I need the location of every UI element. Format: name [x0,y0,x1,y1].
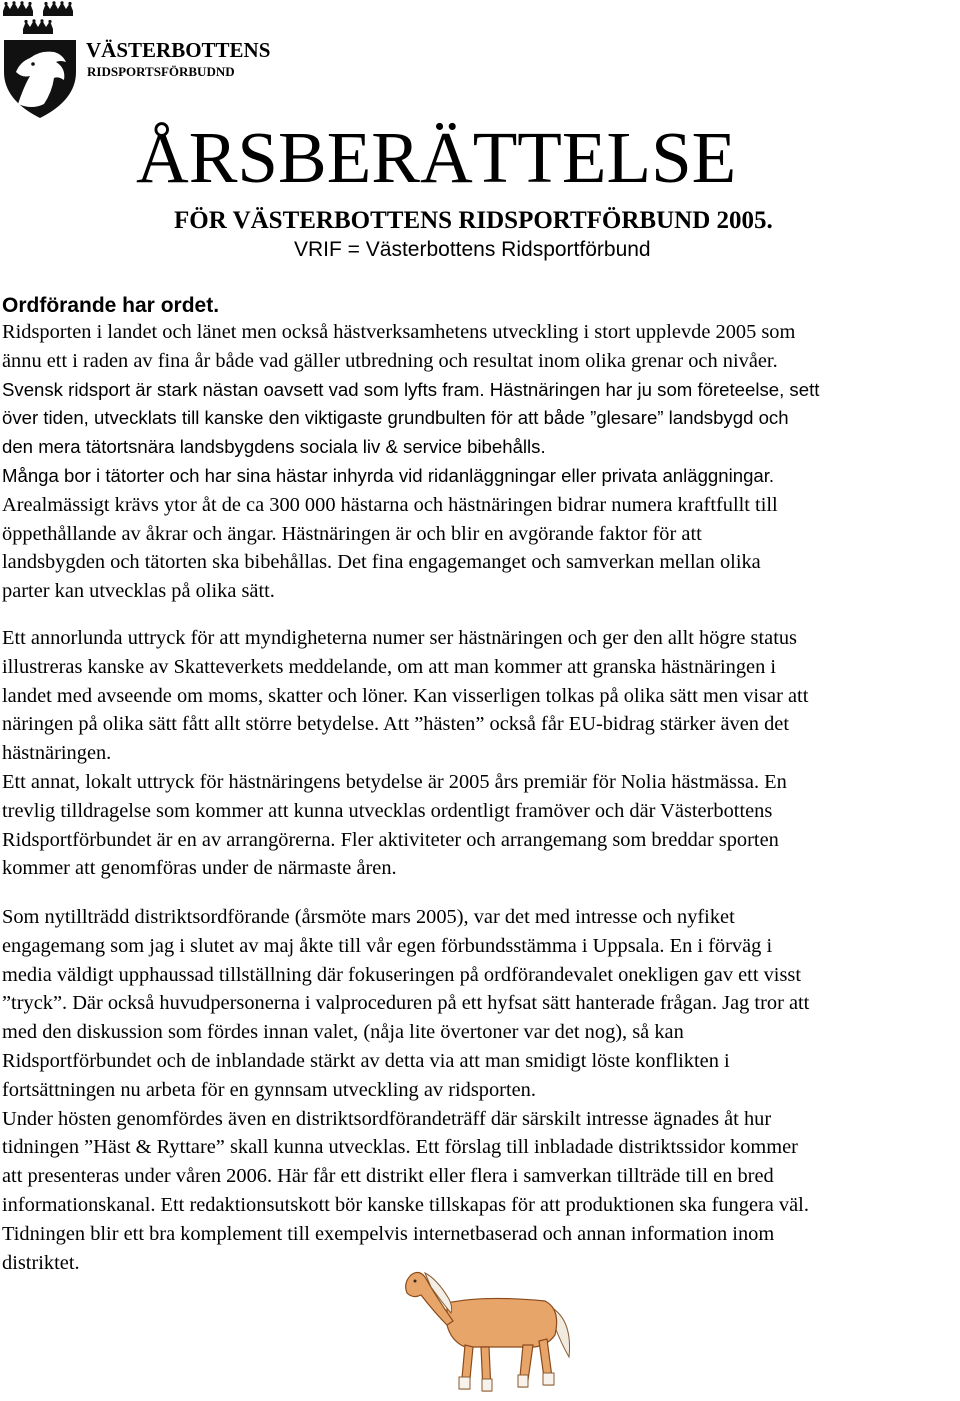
text-line: att presenteras under våren 2006. Här får ett distrikt eller flera i samverkan tillträde till en bred [2,1165,774,1188]
logo-title: VÄSTERBOTTENS [86,38,271,62]
text-line: hästnäringen. [2,742,112,765]
logo-subtitle: RIDSPORTSFÖRBUDND [87,64,235,79]
text-span: Svensk ridsport är stark nästan oavsett vad som lyfts fram. [2,378,485,400]
text-line: landet med avseende om moms, skatter och löner. Kan visserligen tolkas på olika sätt men visar att [2,684,809,707]
text-span: Hästnäringen har ju som företeelse, sett [489,378,820,400]
text-line: tidningen ”Häst & Ryttare” skall kunna utvecklas. Ett förslag till inbladade distriktssidor kommer [2,1136,798,1159]
text-line: Ridsportförbundet är en av arrangörerna. Fler aktiviteter och arrangemang som breddar sporten [2,828,779,851]
text-line: distriktet. [2,1251,80,1274]
text-line: Under hösten genomfördes även en distriktsordförandeträff där särskilt intresse ägnades åt hur [2,1107,772,1130]
organization-logo [0,0,280,120]
text-line: media väldigt upphaussad tillställning där fokuseringen på ordförandevalet onekligen gav ett visst [2,963,801,986]
text-line: fortsättningen nu arbeta för en gynnsam utveckling av ridsporten. [2,1078,536,1101]
text-line: näringen på olika sätt fått allt större betydelse. Att ”hästen” också får EU-bidrag stärker även det [2,713,790,736]
text-line: informationskanal. Ett redaktionsutskott bör kanske tillskapas för att produktionen ska fungera väl. [2,1193,809,1216]
abbreviation-note: VRIF = Västerbottens Ridsportförbund [294,238,651,261]
text-line: Som nytillträdd distriktsordförande (årsmöte mars 2005), var det med intresse och nyfiket [2,906,735,928]
text-line: illustreras kanske av Skatteverkets meddelande, om att man kommer att granska hästnäringen i [2,655,777,678]
text-line: parter kan utvecklas på olika sätt. [2,580,275,603]
document-subtitle: FÖR VÄSTERBOTTENS RIDSPORTFÖRBUND 2005. [174,207,773,234]
text-line: Ridsportförbundet och de inblandade stärkt av detta via att man smidigt löste konflikten i [2,1049,730,1072]
text-line: den mera tätortsnära landsbygdens sociala liv & service bibehålls. [2,436,546,458]
text-line: engagemang som jag i slutet av maj åkte till vår egen förbundsstämma i Uppsala. En i förväg i [2,934,773,957]
crowns-shield-emblem [0,0,90,120]
text-line: Många bor i tätorter och har sina hästar inhyrda vid ridanläggningar eller privata anläggningar. [2,464,775,486]
text-line: ännu ett i raden av fina år både vad gäller utbredning och resultat inom olika grenar och nivåer. [2,349,778,372]
text-line: över tiden, utvecklats till kanske den viktigaste grundbulten för att både ”glesare” landsbygd och [2,407,789,429]
text-line: ”tryck”. Där också huvudpersonerna i valproceduren på ett hyfsat sätt hanterade frågan. Jag tror att [2,992,810,1015]
document-title: ÅRSBERÄTTELSE [136,117,737,198]
paragraph-2 [2,624,960,883]
paragraph-3 [2,903,960,1277]
text-line: Ett annorlunda uttryck för att myndigheterna numer ser hästnäringen och ger den allt högre status [2,627,797,649]
text-line: landsbygden och tätorten ska bibehållas. Det fina engagemanget och samverkan mellan olika [2,551,761,574]
section-heading: Ordförande har ordet. [2,294,220,317]
text-line [2,376,960,405]
text-line: öppethållande av åkrar och ängar. Hästnäringen är och blir en avgörande faktor för att [2,522,702,545]
text-line: Ett annat, lokalt uttryck för hästnäringens betydelse är 2005 års premiär för Nolia hästmässa. En [2,770,787,793]
text-line: med den diskussion som fördes innan valet, (nåja lite övertoner var det nog), så kan [2,1021,684,1044]
text-line: trevlig tilldragelse som kommer att kunna utvecklas ordentligt framöver och där Västerbottens [2,799,773,822]
text-line: kommer att genomföras under de närmaste åren. [2,857,397,880]
text-line: Arealmässigt krävs ytor åt de ca 300 000 hästarna och hästnäringen bidrar numera kraftfullt till [2,493,778,516]
text-line: Ridsporten i landet och länet men också hästverksamhetens utveckling i stort upplevde 2005 som [2,321,796,343]
paragraph-1 [2,318,960,606]
text-line: Tidningen blir ett bra komplement till exempelvis internetbaserad och annan information inom [2,1222,775,1245]
horse-illustration [395,1265,605,1401]
